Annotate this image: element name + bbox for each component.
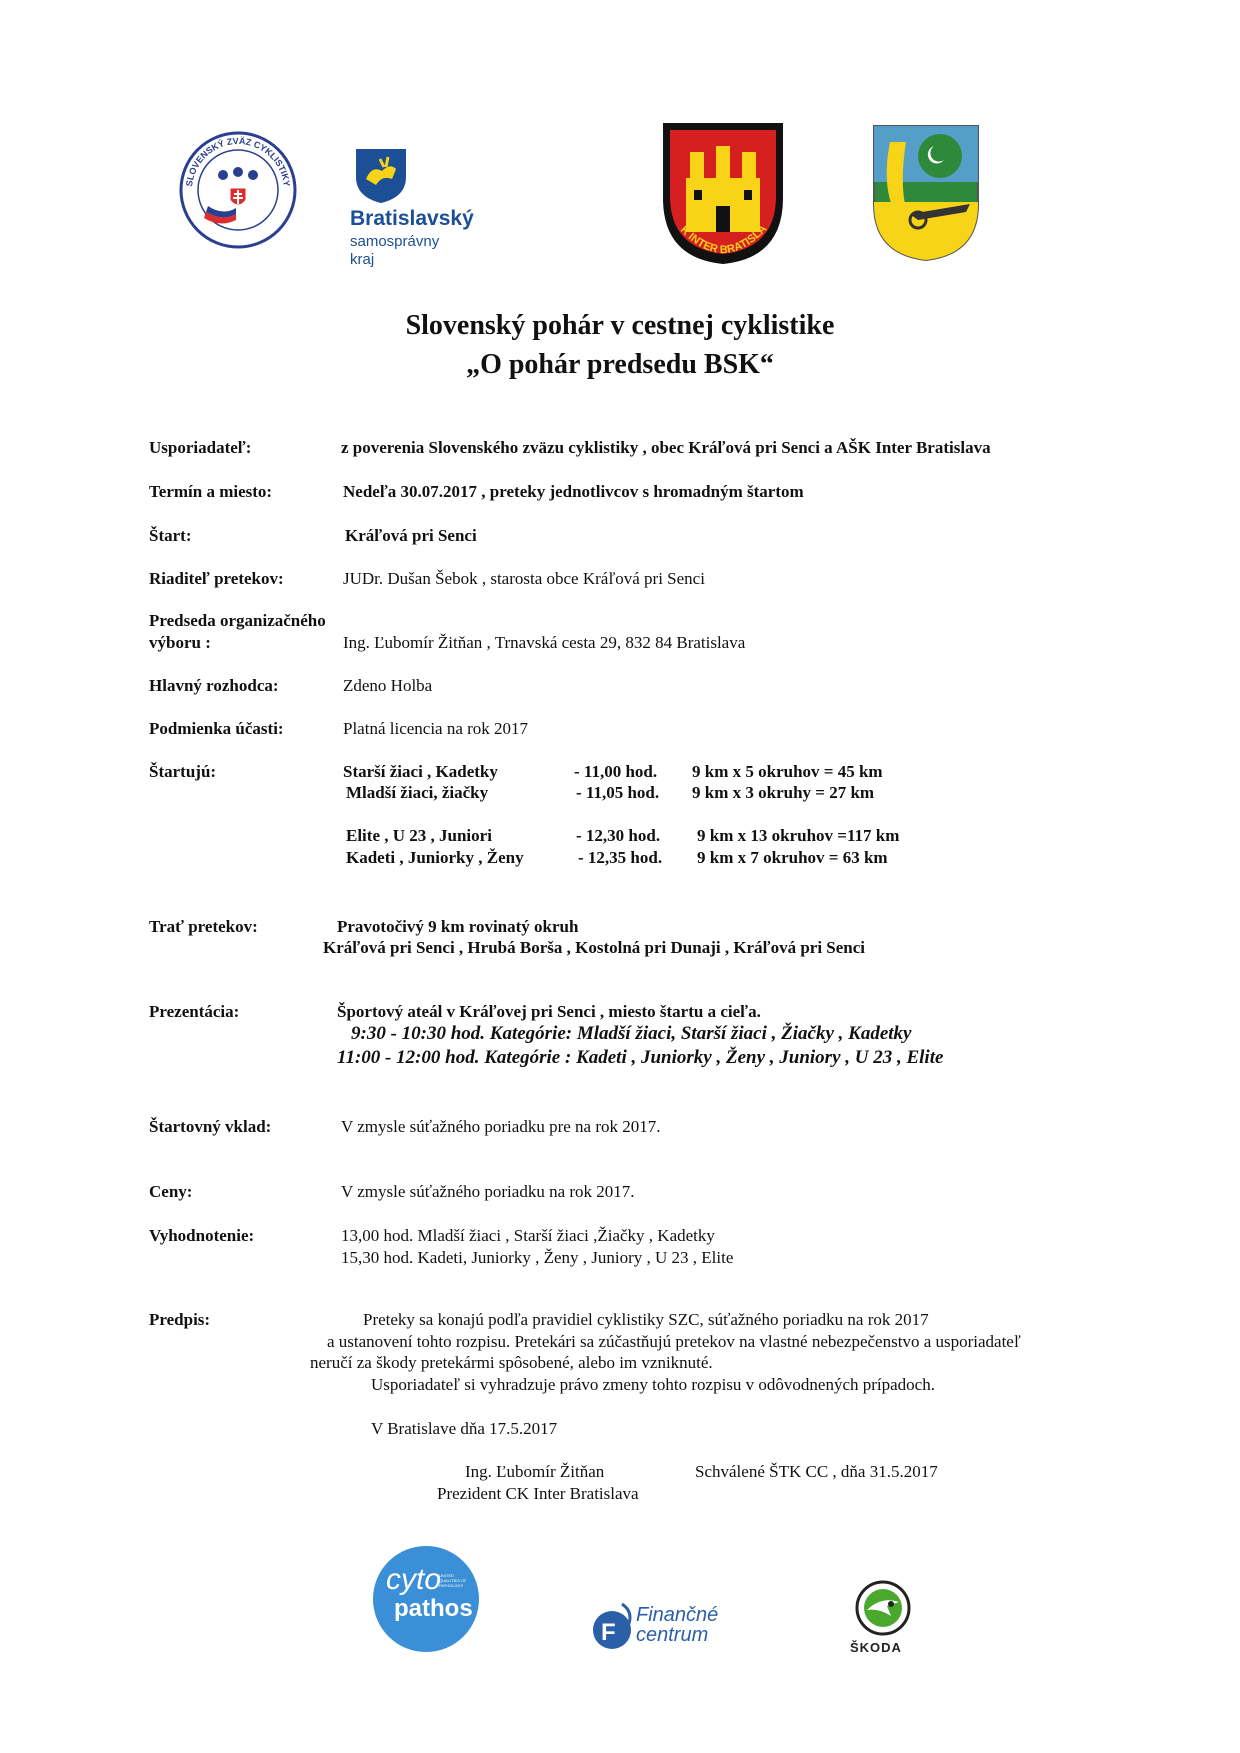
cytopathos-logo <box>372 1545 480 1653</box>
chairman-label-2: výboru : <box>149 633 211 652</box>
starters-row-3-time: - 12,30 hod. <box>576 826 661 845</box>
signatory-name: Ing. Ľubomír Žitňan <box>465 1462 605 1481</box>
starters-row-2-cat: Mladší žiaci, žiačky <box>346 783 489 802</box>
rules-line-1: Preteky sa konajú podľa pravidiel cyklistiky SZC, súťažného poriadku na rok 2017 <box>363 1310 929 1329</box>
director-value: JUDr. Dušan Šebok , starosta obce Kráľová pri Senci <box>343 569 705 588</box>
cyto-word: cyto <box>386 1563 442 1596</box>
date-label: Termín a miesto: <box>149 482 273 501</box>
starters-row-4-cat: Kadeti , Juniorky , Ženy <box>346 848 524 867</box>
rules-line-4: Usporiadateľ si vyhradzuje právo zmeny tohto rozpisu v odôvodnených prípadoch. <box>371 1375 935 1394</box>
fc-word-1: Finančné <box>636 1604 719 1626</box>
start-label: Štart: <box>149 526 192 545</box>
page-subtitle: „O pohár predsedu BSK“ <box>466 349 774 380</box>
condition-value: Platná licencia na rok 2017 <box>343 719 529 738</box>
bsk-logo <box>350 145 490 270</box>
presentation-line-1: Športový ateál v Kráľovej pri Senci , miesto štartu a cieľa. <box>337 1002 761 1021</box>
starters-label: Štartujú: <box>149 762 217 781</box>
szc-ring-text: SLOVENSKÝ ZVÄZ CYKLISTIKY <box>184 135 292 188</box>
referee-label: Hlavný rozhodca: <box>149 676 279 695</box>
starters-row-4-dist: 9 km x 7 okruhov = 63 km <box>697 848 888 867</box>
condition-label: Podmienka účasti: <box>149 719 284 738</box>
szc-logo <box>178 130 298 250</box>
cyto-small-text: UNITED QUALITIES OF PATHOLOGY <box>439 1573 467 1588</box>
prizes-value: V zmysle súťažného poriadku na rok 2017. <box>341 1182 635 1201</box>
town-crest-logo <box>870 122 982 264</box>
start-value: Kráľová pri Senci <box>345 526 477 545</box>
starters-row-3-dist: 9 km x 13 okruhov =117 km <box>697 826 900 845</box>
fee-value: V zmysle súťažného poriadku pre na rok 2017. <box>341 1117 661 1136</box>
rules-label: Predpis: <box>149 1310 211 1329</box>
organizer-value: z poverenia Slovenského zväzu cyklistiky , obec Kráľová pri Senci a AŠK Inter Bratislava <box>341 438 991 457</box>
starters-row-1-dist: 9 km x 5 okruhov = 45 km <box>692 762 883 781</box>
starters-row-2-dist: 9 km x 3 okruhy = 27 km <box>692 783 875 802</box>
bsk-crest-icon <box>352 145 412 205</box>
evaluation-line-2: 15,30 hod. Kadeti, Juniorky , Ženy , Juniory , U 23 , Elite <box>341 1248 734 1267</box>
pathos-word: pathos <box>394 1595 473 1622</box>
svg-text:F: F <box>601 1619 616 1646</box>
skoda-word: ŠKODA <box>850 1640 902 1655</box>
starters-row-1-time: - 11,00 hod. <box>574 762 658 781</box>
presentation-line-3: 11:00 - 12:00 hod. Kategórie : Kadeti , Juniorky , Ženy , Juniory , U 23 , Elite <box>337 1047 944 1068</box>
chairman-value: Ing. Ľubomír Žitňan , Trnavská cesta 29, 832 84 Bratislava <box>343 633 746 652</box>
skoda-logo <box>850 1580 916 1660</box>
referee-value: Zdeno Holba <box>343 676 433 695</box>
course-line-1: Pravotočivý 9 km rovinatý okruh <box>337 917 579 936</box>
page-title: Slovenský pohár v cestnej cyklistike <box>405 310 835 341</box>
prizes-label: Ceny: <box>149 1182 193 1201</box>
bsk-name: Bratislavský <box>350 207 474 230</box>
skoda-emblem-icon <box>855 1580 911 1636</box>
course-line-2: Kráľová pri Senci , Hrubá Borša , Kostolná pri Dunaji , Kráľová pri Senci <box>323 938 866 957</box>
starters-row-4-time: - 12,35 hod. <box>578 848 663 867</box>
bsk-sub1: samosprávny <box>350 233 440 250</box>
place-date: V Bratislave dňa 17.5.2017 <box>371 1419 558 1438</box>
evaluation-label: Vyhodnotenie: <box>149 1226 255 1245</box>
organizer-label: Usporiadateľ: <box>149 438 252 457</box>
director-label: Riaditeľ pretekov: <box>149 569 284 588</box>
rules-line-3: neručí za škody pretekármi spôsobené, alebo im vzniknuté. <box>310 1353 713 1372</box>
starters-row-1-cat: Starší žiaci , Kadetky <box>343 762 498 781</box>
starters-row-3-cat: Elite , U 23 , Juniori <box>346 826 492 845</box>
fee-label: Štartovný vklad: <box>149 1117 272 1136</box>
fc-word-2: centrum <box>636 1624 709 1646</box>
rules-line-2: a ustanovení tohto rozpisu. Pretekári sa zúčastňujú pretekov na vlastné nebezpečenstvo a usporiadateľ <box>327 1332 1021 1351</box>
date-value: Nedeľa 30.07.2017 , preteky jednotlivcov s hromadným štartom <box>343 482 804 501</box>
presentation-label: Prezentácia: <box>149 1002 240 1021</box>
starters-row-2-time: - 11,05 hod. <box>576 783 660 802</box>
ask-inter-logo <box>658 118 788 268</box>
chairman-label-1: Predseda organizačného <box>149 611 326 630</box>
fc-emblem-icon <box>592 1602 636 1652</box>
signatory-role: Prezident CK Inter Bratislava <box>437 1484 639 1503</box>
ask-ring-text: K INTER BRATISLA <box>677 223 769 257</box>
course-label: Trať pretekov: <box>149 917 258 936</box>
approval-note: Schválené ŠTK CC , dňa 31.5.2017 <box>695 1462 938 1481</box>
financne-centrum-logo <box>592 1600 742 1655</box>
bsk-sub2: kraj <box>350 251 375 268</box>
evaluation-line-1: 13,00 hod. Mladší žiaci , Starší žiaci ,Žiačky , Kadetky <box>341 1226 715 1245</box>
presentation-line-2: 9:30 - 10:30 hod. Kategórie: Mladší žiaci, Starší žiaci , Žiačky , Kadetky <box>351 1023 912 1044</box>
